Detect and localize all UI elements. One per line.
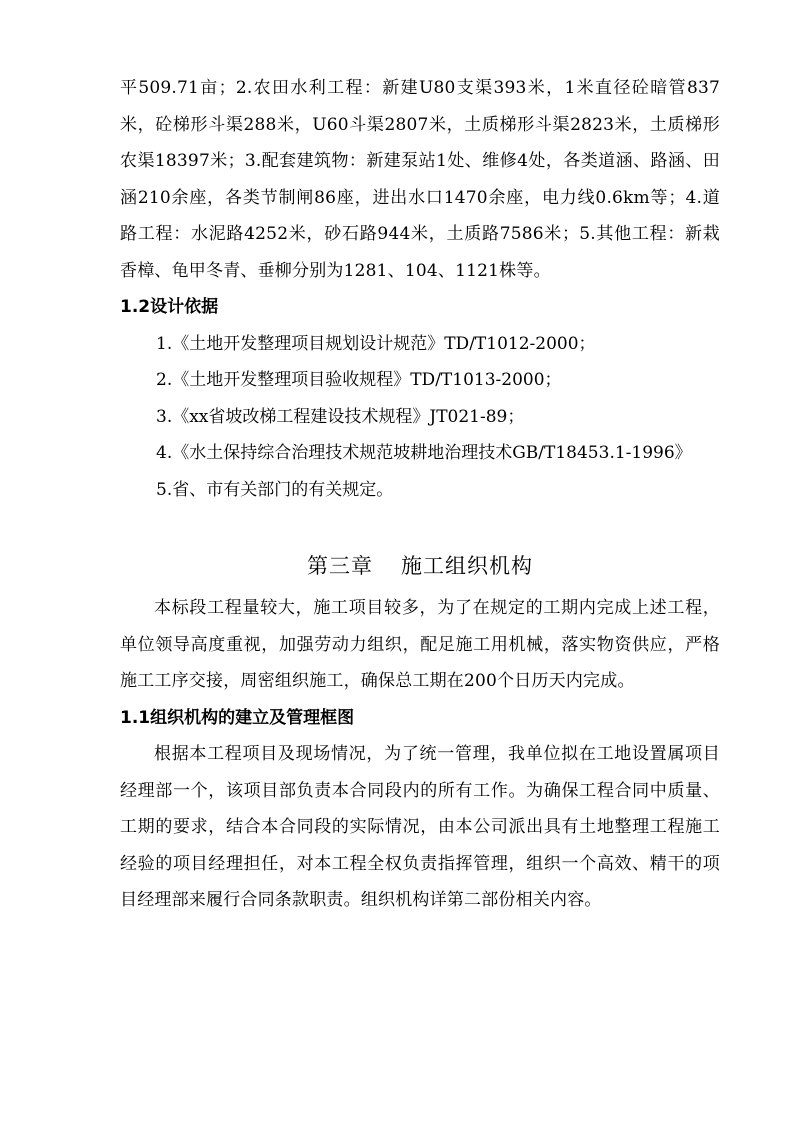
section-heading-design-basis: 1.2设计依据 xyxy=(120,297,219,317)
document-page xyxy=(120,70,720,919)
chapter-paragraph: 本标段工程量较大，施工项目较多，为了在规定的工期内完成上述工程，单位领导高度重视，加强劳动力组织，配足施工用机械，落实物资供应，严格施工工序交接，周密组织施工，确保总工期在200个日历天内完成。 xyxy=(120,598,720,691)
list-item: 4.《水土保持综合治理技术规范坡耕地治理技术GB/T18453.1-1996》 xyxy=(156,443,692,463)
organization-paragraph: 根据本工程项目及现场情况，为了统一管理，我单位拟在工地设置属项目经理部一个，该项目部负责本合同段内的所有工作。为确保工程合同中质量、工期的要求，结合本合同段的实际情况，由本公司派出具有土地整理工程施工经验的项目经理担任，对本工程全权负责指挥管理，组织一个高效、精干的项目经理部来履行合同条款职责。组织机构详第二部份相关内容。 xyxy=(120,744,720,910)
list-item: 3.《xx省坡改梯工程建设技术规程》JT021-89； xyxy=(156,406,525,427)
intro-paragraph: 平509.71亩；2.农田水利工程：新建U80支渠393米，1米直径砼暗管837米，砼梯形斗渠288米，U60斗渠2807米，土质梯形斗渠2823米，土质梯形农渠18397米；3.配套建筑物：新建泵站1处、维修4处，各类道涵、路涵、田涵210余座，各类节制闸86座，进出水口1470余座，电力线0.6km等；4.道路工程：水泥路4252米，砂石路944米，土质路7586米；5.其他工程：新栽香樟、龟甲冬青、垂柳分别为1281、104、1121株等。 xyxy=(120,78,720,281)
list-item: 1.《土地开发整理项目规划设计规范》TD/T1012-2000； xyxy=(156,333,596,354)
list-item: 2.《土地开发整理项目验收规程》TD/T1013-2000； xyxy=(156,370,562,390)
design-basis-list xyxy=(120,326,720,509)
chapter-number: 第三章 xyxy=(307,554,373,578)
list-item: 5.省、市有关部门的有关规定。 xyxy=(156,479,394,500)
chapter-title xyxy=(120,548,720,584)
section-heading-organization: 1.1组织机构的建立及管理框图 xyxy=(120,707,355,728)
chapter-name: 施工组织机构 xyxy=(401,554,533,578)
